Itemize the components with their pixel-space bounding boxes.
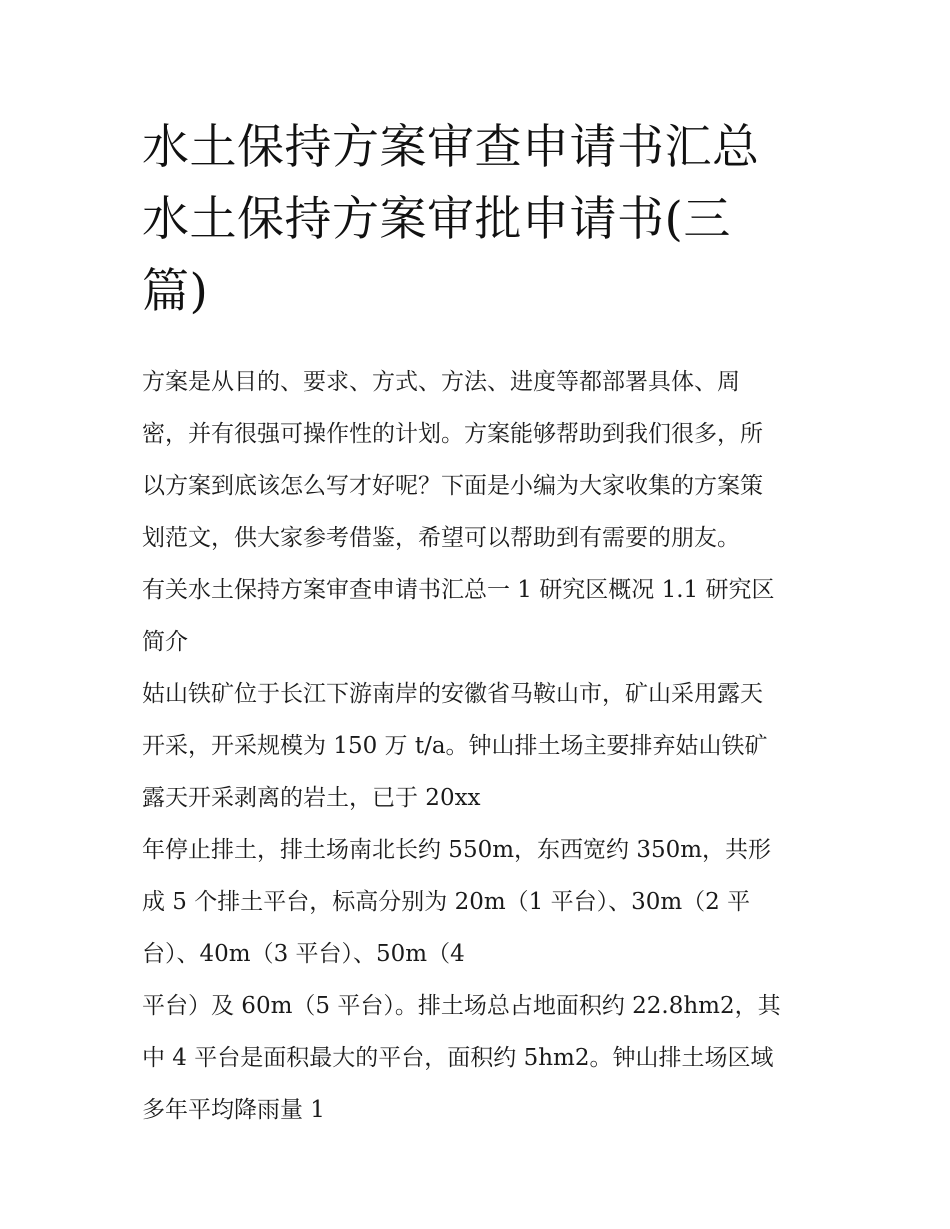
body-paragraph: 平台）及 60m（5 平台）。排土场总占地面积约 22.8hm2，其 中 4 平台是面积最大的平台，面积约 5hm2。钟山排土场区域 多年平均降雨量 1 [142,993,781,1123]
intro-paragraph: 方案是从目的、要求、方式、方法、进度等都部署具体、周 密，并有很强可操作性的计划。方案能够帮助到我们很多，所 以方案到底该怎么写才好呢？下面是小编为大家收集的方案策 划范文，供大家参考借鉴，希望可以帮助到有需要的朋友。 [142,369,763,551]
document-title: 水土保持方案审查申请书汇总 水土保持方案审批申请书(三 篇) [142,120,760,319]
section-heading-paragraph: 有关水土保持方案审查申请书汇总一 1 研究区概况 1.1 研究区 简介 [142,577,775,655]
body-paragraph: 姑山铁矿位于长江下游南岸的安徽省马鞍山市，矿山采用露天 开采，开采规模为 150 万 t/a。钟山排土场主要排弃姑山铁矿 露天开采剥离的岩土，已于 20xx [142,681,768,811]
document-body [142,356,822,1136]
body-paragraph: 年停止排土，排土场南北长约 550m，东西宽约 350m，共形 成 5 个排土平台，标高分别为 20m（1 平台）、30m（2 平 台）、40m（3 平台）、50m（4 [142,837,772,967]
